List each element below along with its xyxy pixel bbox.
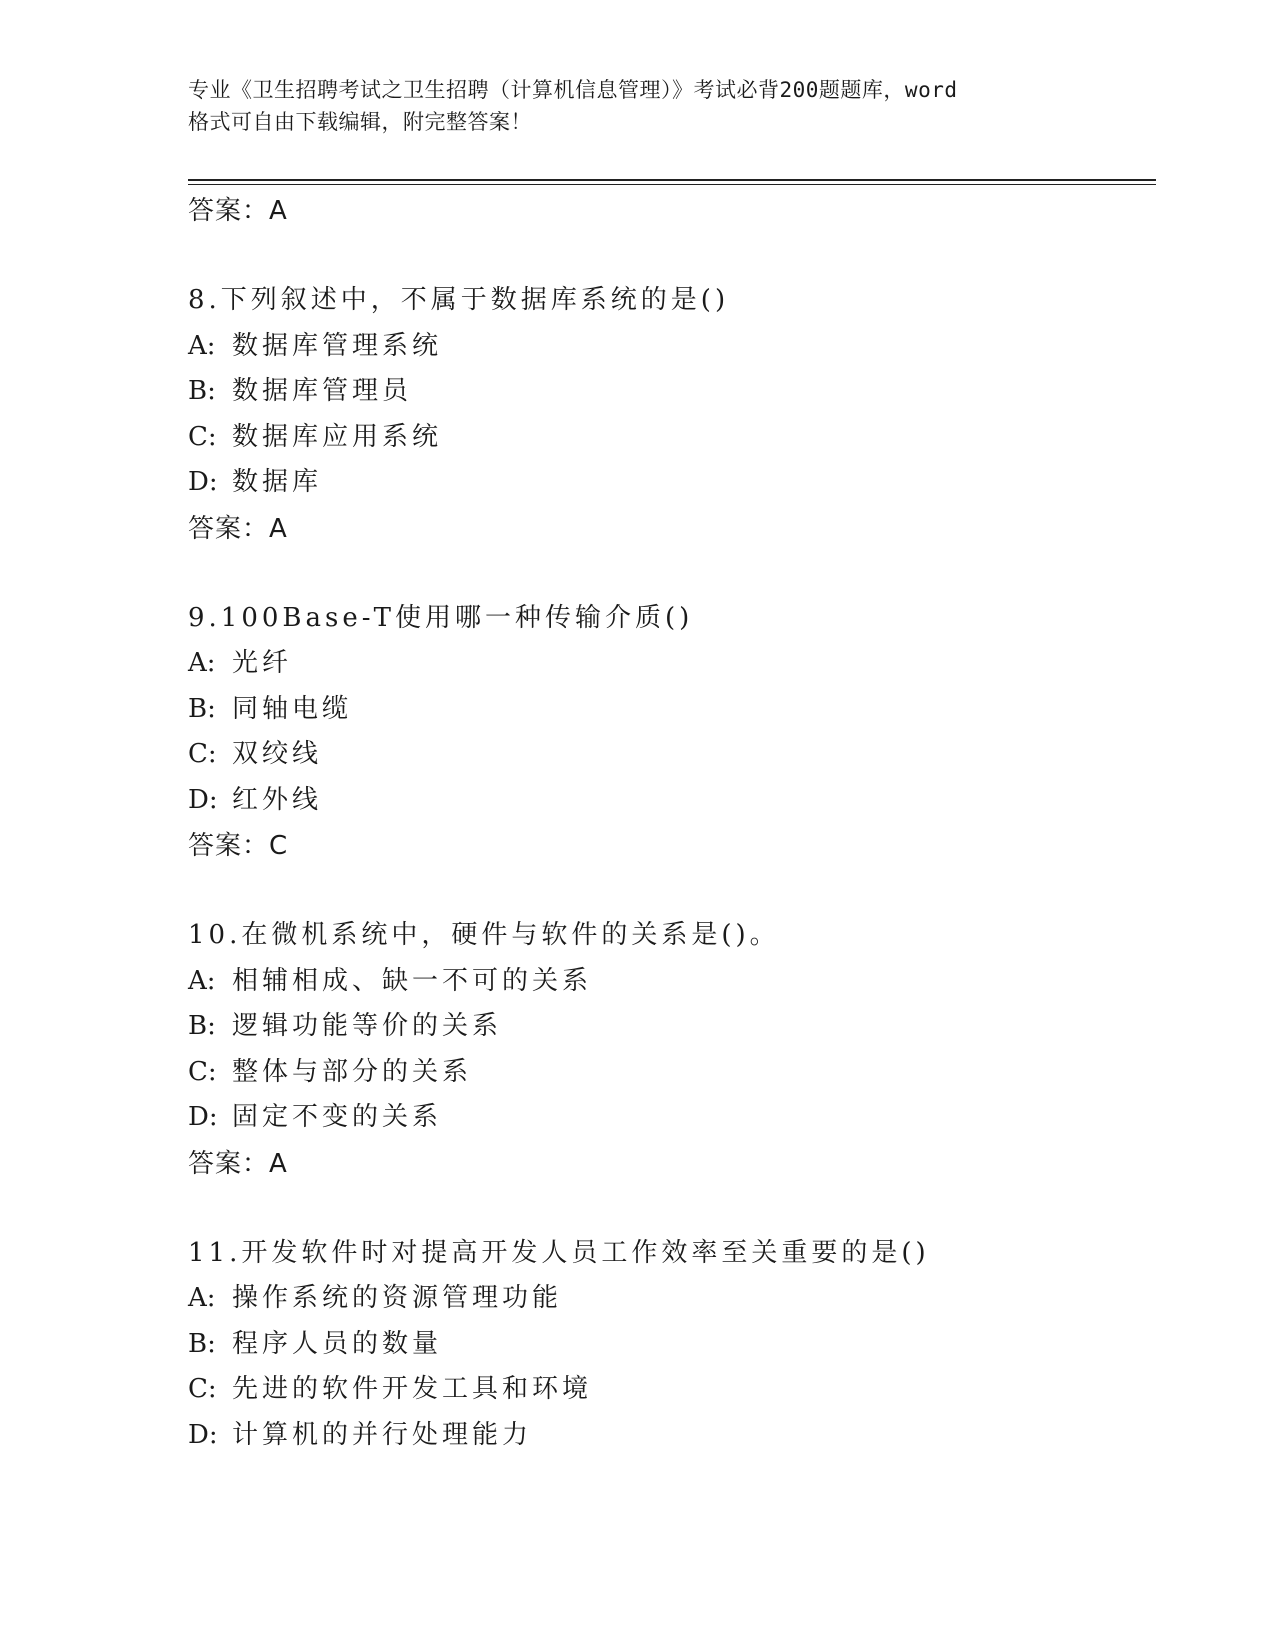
option-a xyxy=(188,1276,1148,1322)
option-d xyxy=(188,778,1148,824)
option-c xyxy=(188,1050,1148,1096)
option-letter: D: xyxy=(188,1419,218,1450)
option-letter: D: xyxy=(188,467,218,497)
option-letter: A: xyxy=(188,330,216,361)
option-text: 整体与部分的关系 xyxy=(232,1056,473,1087)
answer-line: 答案：A xyxy=(188,196,288,226)
answer-line: 答案：A xyxy=(188,513,288,544)
answer-line: 答案：A xyxy=(188,1148,288,1179)
question-11 xyxy=(188,1231,1148,1459)
option-a xyxy=(188,641,1148,687)
question-text: 9.100Base-T使用哪一种传输介质() xyxy=(188,602,694,633)
header-line-1: 专业《卫生招聘考试之卫生招聘（计算机信息管理）》考试必背200题题库，word xyxy=(188,78,958,102)
option-text: 红外线 xyxy=(232,784,323,815)
option-text: 光纤 xyxy=(232,648,293,678)
option-b xyxy=(188,1322,1148,1368)
option-b xyxy=(188,1004,1148,1050)
option-text: 数据库管理系统 xyxy=(232,330,443,361)
header-rule-thin xyxy=(188,184,1156,185)
answer-line: 答案：C xyxy=(188,831,289,861)
option-letter: A: xyxy=(188,1283,216,1313)
option-letter: D: xyxy=(188,1102,218,1132)
option-letter: B: xyxy=(188,1011,216,1041)
document-header xyxy=(188,74,1108,138)
question-9 xyxy=(188,596,1148,870)
option-text: 程序人员的数量 xyxy=(232,1328,443,1359)
option-d xyxy=(188,1413,1148,1459)
option-b xyxy=(188,369,1148,415)
header-rule-thick xyxy=(188,179,1156,181)
option-text: 相辅相成、缺一不可的关系 xyxy=(232,965,593,996)
question-text: 11.开发软件时对提高开发人员工作效率至关重要的是() xyxy=(188,1237,930,1268)
option-text: 计算机的并行处理能力 xyxy=(232,1419,533,1450)
option-letter: C: xyxy=(188,1374,217,1404)
question-list xyxy=(188,188,1148,1458)
option-text: 数据库 xyxy=(232,467,323,497)
option-text: 数据库应用系统 xyxy=(232,421,443,452)
option-letter: C: xyxy=(188,1056,217,1087)
option-text: 数据库管理员 xyxy=(232,376,413,406)
option-letter: A: xyxy=(188,965,216,996)
question-text: 8.下列叙述中，不属于数据库系统的是() xyxy=(188,285,730,315)
option-text: 先进的软件开发工具和环境 xyxy=(232,1374,593,1404)
option-letter: D: xyxy=(188,784,218,815)
option-letter: C: xyxy=(188,739,217,769)
question-text: 10.在微机系统中，硬件与软件的关系是()。 xyxy=(188,920,780,950)
option-letter: C: xyxy=(188,421,217,452)
header-line-2: 格式可自由下载编辑，附完整答案！ xyxy=(188,110,532,134)
option-d xyxy=(188,1095,1148,1141)
option-letter: B: xyxy=(188,693,216,724)
option-letter: B: xyxy=(188,376,216,406)
option-letter: A: xyxy=(188,648,216,678)
option-text: 双绞线 xyxy=(232,739,323,769)
option-d xyxy=(188,460,1148,506)
question-10 xyxy=(188,913,1148,1187)
option-c xyxy=(188,415,1148,461)
option-text: 逻辑功能等价的关系 xyxy=(232,1011,503,1041)
option-c xyxy=(188,732,1148,778)
option-a xyxy=(188,324,1148,370)
option-a xyxy=(188,959,1148,1005)
question-8 xyxy=(188,278,1148,552)
option-text: 操作系统的资源管理功能 xyxy=(232,1283,563,1313)
option-c xyxy=(188,1367,1148,1413)
option-b xyxy=(188,687,1148,733)
option-text: 固定不变的关系 xyxy=(232,1102,443,1132)
option-letter: B: xyxy=(188,1328,216,1359)
option-text: 同轴电缆 xyxy=(232,693,353,724)
